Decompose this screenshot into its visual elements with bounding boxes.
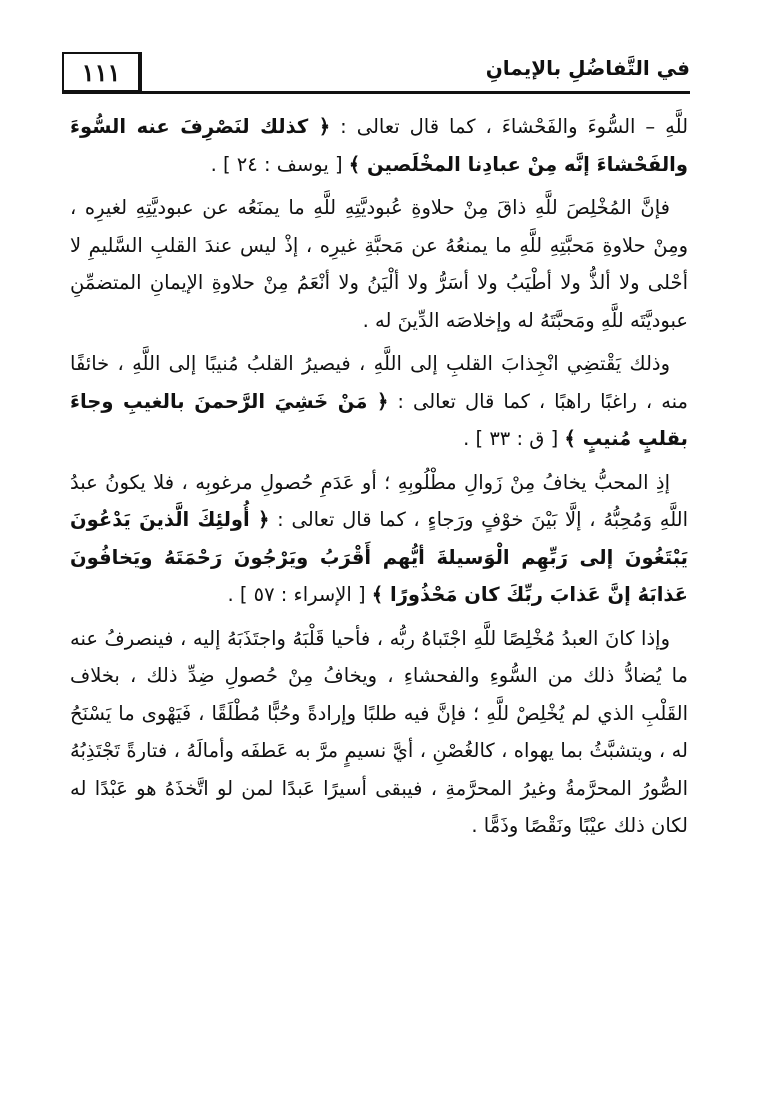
running-header [62,52,690,96]
header-rule [62,91,690,94]
body-text: وإذا كانَ العبدُ مُخْلِصًا للَّهِ اجْتَباهُ ربُّه ، فأحيا قَلْبَهُ واجتَذَبَهُ إليه ، فينصرفُ عنه ما يُضادُّ ذلك من السُّوءِ والفحشاءِ ، ويخافُ مِنْ حُصولِ ضِدِّ ذلك ، بخلاف القَلْبِ الذي لم يُخْلِصْ للَّهِ ؛ فإنَّ فيه طلبًا وإرادةً وحُبًّا مُطْلَقًا ، فَيَهْوى ما يَسْنَحُ له ، ويتشبَّثُ بما يهواه ، كالغُصْنِ ، أيَّ نسيمٍ مرَّ به عَطفَه وأمالَهُ ، فتارةً تَجْتَذِبُهُ الصُّورُ المحرَّمةُ وغيرُ المحرَّمةِ ، فيبقى أسيرًا عَبدًا لمن لو اتَّخذَهُ هو عَبْدًا له لكان ذلك عيْبًا ونَقْصًا وذَمًّا . [70,626,688,837]
quran-verse: ﴿ كذلك لنَصْرِفَ عنه السُّوءَ والفَحْشاءَ إنَّه مِنْ عبادِنا المخْلَصين ﴾ [70,115,688,176]
paragraph [70,108,688,183]
paragraph [70,189,688,339]
verse-reference: [ يوسف : ٢٤ ] . [210,152,349,176]
paragraph [70,345,688,458]
body-text: وذلك يَقْتضِي انْجِذابَ القلبِ إلى اللَّهِ ، فيصيرُ القلبُ مُنيبًا إلى اللَّهِ ، خائفًا منه ، راغبًا راهبًا ، كما قال تعالى : [70,352,688,413]
paragraph [70,464,688,614]
quran-verse: ﴿ أُولئِكَ الَّذينَ يَدْعُونَ يَبْتَغُونَ إلى رَبِّهِم الْوَسيلةَ أيُّهم أَقْرَبُ ويَرْجُونَ رَحْمَتَهُ ويَخافُونَ عَذابَهُ إنَّ عَذابَ ربِّكَ كان مَحْذُورًا ﴾ [70,508,688,606]
page-body [70,108,688,851]
body-text: إذِ المحبُّ يخافُ مِنْ زَوالِ مطْلُوبِهِ ؛ أو عَدَمِ حُصولِ مرغوبِه ، فلا يكونُ عبدُ اللَّهِ وَمُحِبُّهُ ، إلَّا بَيْنَ خوْفٍ ورَجاءٍ ، كما قال تعالى : [70,470,689,531]
body-text: فإنَّ المُخْلِصَ للَّهِ ذاقَ مِنْ حلاوةِ عُبوديَّتِهِ للَّهِ ما يمنَعُه عن عبوديَّتِهِ لغيرِه ، ومِنْ حلاوةِ مَحبَّتِهِ للَّهِ ما يمنعُهُ عن مَحبَّةِ غيرِه ، إذْ ليس عندَ القلبِ السَّليمِ لا أحْلى ولا ألذُّ ولا أطْيَبُ ولا أسَرُّ ولا ألْيَنُ ولا أنْعَمُ مِنْ حلاوةِ الإيمانِ المتضمِّنِ عبوديَّتَه للَّهِ ومَحبَّتَهُ له وإخلاصَه الدِّينَ له . [70,196,688,332]
verse-reference: [ ق : ٣٣ ] . [463,427,565,450]
body-text: للَّهِ – السُّوءَ والفَحْشاءَ ، كما قال تعالى : [330,115,689,138]
page-number: ١١١ [62,52,142,92]
running-title: في التَّفاضُلِ بالإيمانِ [485,56,690,80]
quran-verse: ﴿ مَنْ خَشِيَ الرَّحمنَ بالغيبِ وجاءَ بقلبٍ مُنيبٍ ﴾ [70,389,688,450]
paragraph [70,620,688,845]
verse-reference: [ الإسراء : ٥٧ ] . [227,583,372,606]
